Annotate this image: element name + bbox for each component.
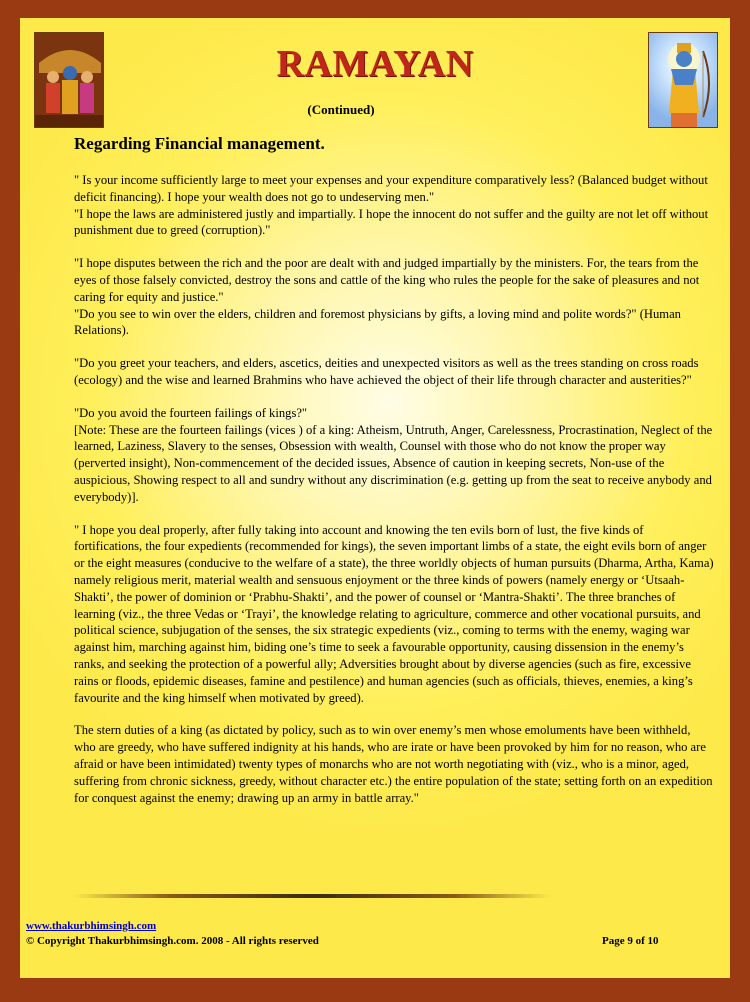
page-subtitle: (Continued) [307, 102, 375, 117]
page-number: Page 9 of 10 [602, 935, 659, 947]
paragraph: " Is your income sufficiently large to meet your expenses and your expenditure comparatively less? (Balanced budget without deficit financing). I hope your wealth does not go to undeserving men." "I hope the laws are administered justly and impartially. I hope the innocent do not suffer and the guilty are not let off without punishment due to greed (corruption)." [74, 173, 709, 238]
paragraph: The stern duties of a king (as dictated by policy, such as to win over enemy’s men whose emoluments have been withheld, who are greedy, who have suffered indignity at his hands, who are irate or have been provoked by him for no reason, who are afraid or have been intimidated) twenty types of monarchs who are not worth negotiating with (viz., who is a minor, aged, suffering from chronic sickness, greedy, without character etc.) the entire population of the state; setting forth on an expedition for conquest against the enemy; drawing up an army in battle array." [74, 723, 713, 805]
copyright-text: © Copyright Thakurbhimsingh.com. 2008 - All rights reserved [26, 935, 319, 947]
paragraph: "Do you avoid the fourteen failings of kings?" [Note: These are the fourteen failings (vices ) of a king: Atheism, Untruth, Anger, Carelessness, Procrastination, Neglect of the learned, Laziness, Slavery to the senses, Obsession with wealth, Counsel with those who do not know the proper way (perverted insight), Non-commencement of the decided issues, Absence of caution in keeping secrets, Non-use of the auspicious, Showing respect to all and sundry without any discrimination (e.g. getting up from the seat to receive anybody and everybody)]. [74, 405, 713, 504]
paragraph: " I hope you deal properly, after fully taking into account and knowing the ten evils born of lust, the five kinds of fortifications, the four expedients (recommended for kings), the seven important limbs of a state, the eight evils born of anger or the eight measures (conducive to the welfare of a state), the three worldly objects of human pursuits (Dharma, Artha, Kama) namely religious merit, material wealth and sensuous enjoyment or the three kinds of powers (namely energy or ‘Utsaah-Shakti’, the power of dominion or ‘Prabhu-Shakti’, and the power of counsel or ‘Mantra-Shakti’. The three branches of learning (viz., the three Vedas or ‘Trayi’, the knowledge relating to agriculture, commerce and other vocational pursuits, and political science, subjugation of the senses, the six strategic expedients (viz., coming to terms with the enemy, waging war against him, marching against him, biding one’s time to seek a favourable opportunity, causing dissension in the enemy’s ranks, and seeking the protection of a powerful ally; Adversities brought about by diverse agencies (such as fire, excessive rains or floods, epidemic diseases, famine and pestilence) and human agencies (such as officials, thieves, enemies, a king’s favourite and the king himself when motivated by greed). [74, 522, 714, 705]
article-body [74, 172, 714, 822]
section-heading: Regarding Financial management. [74, 134, 325, 153]
paragraph: "I hope disputes between the rich and the poor are dealt with and judged impartially by the ministers. For, the tears from the eyes of those falsely convicted, destroy the sons and cattle of the king who rules the people for the sake of pleasures and not caring for equity and justice." "Do you see to win over the elders, children and foremost physicians by gifts, a loving mind and polite words?" (Human Relations). [74, 256, 700, 338]
website-link[interactable]: www.thakurbhimsingh.com [26, 920, 157, 932]
page [20, 18, 730, 978]
page-title: RAMAYAN [276, 43, 474, 85]
divider [74, 894, 550, 898]
paragraph: "Do you greet your teachers, and elders, ascetics, deities and unexpected visitors as well as the trees standing on cross roads (ecology) and the wise and learned Brahmins who have achieved the object of their life through character and austerities?" [74, 356, 699, 387]
